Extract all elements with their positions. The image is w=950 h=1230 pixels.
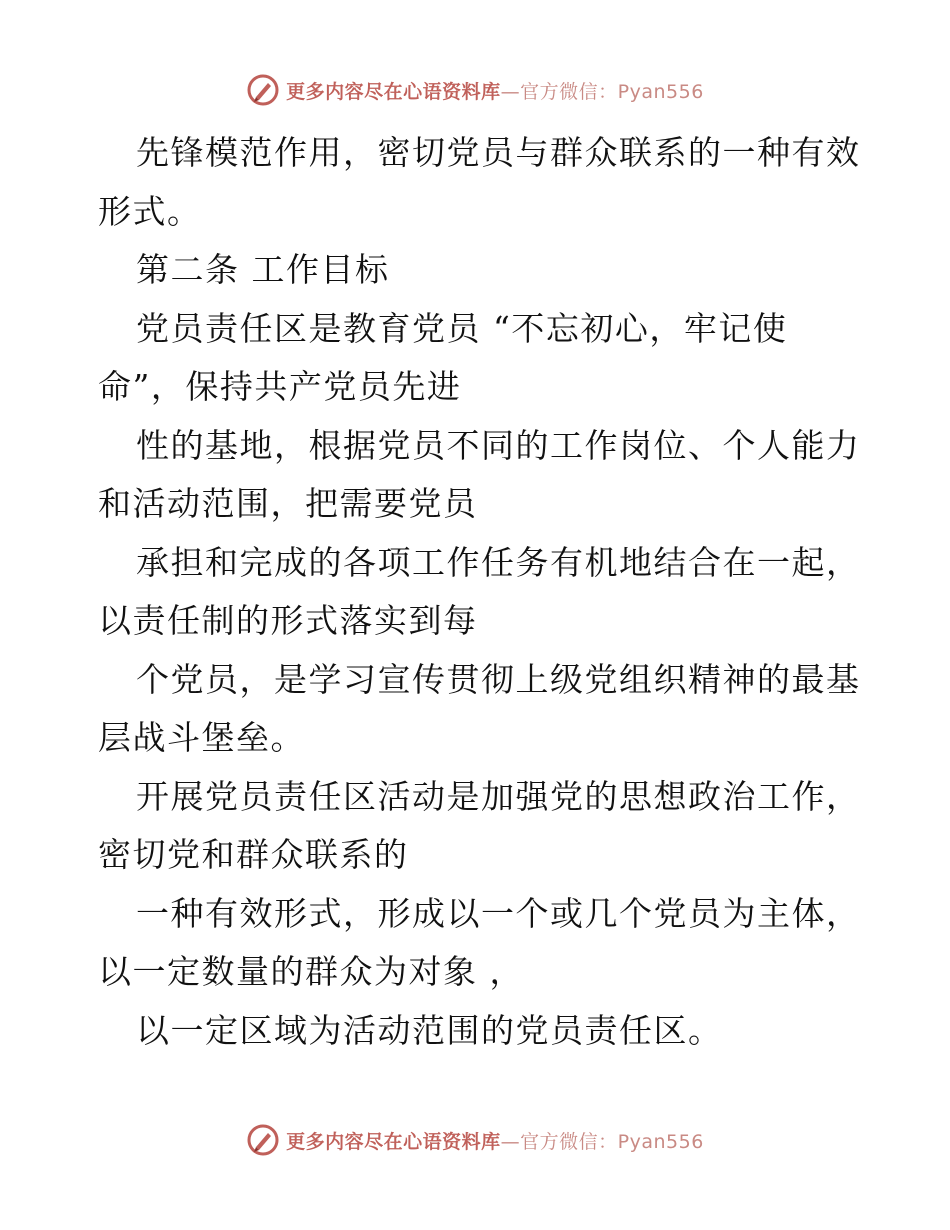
footer-banner-sep: — (500, 1130, 521, 1153)
body-line: 命”，保持共产党员先进 (98, 367, 462, 406)
section-heading: 第二条 工作目标 (136, 250, 390, 289)
body-line: 以一定数量的群众为对象 ， (98, 952, 524, 991)
body-line: 先锋模范作用，密切党员与群众联系的一种有效 (136, 133, 861, 172)
body-line: 性的基地，根据党员不同的工作岗位、个人能力 (136, 425, 861, 465)
body-line: 以一定区域为活动范围的党员责任区。 (136, 1010, 723, 1050)
body-line: 形式。 (98, 191, 202, 231)
body-line: 层战斗堡垒。 (98, 718, 305, 757)
header-banner (0, 70, 950, 110)
header-banner-sep: — (500, 80, 521, 103)
body-line: 一种有效形式，形成以一个或几个党员为主体， (136, 893, 861, 933)
footer-banner (0, 1120, 950, 1160)
body-line: 个党员，是学习宣传贯彻上级党组织精神的最基 (136, 659, 861, 699)
body-line: 党员责任区是教育党员 “不忘初心，牢记使 (136, 308, 788, 348)
header-banner-wechat: 官方微信：Pyan556 (520, 80, 704, 103)
footer-banner-wechat: 官方微信：Pyan556 (520, 1130, 704, 1153)
body-line: 承担和完成的各项工作任务有机地结合在一起， (136, 542, 861, 582)
body-line: 密切党和群众联系的 (98, 835, 409, 874)
pen-logo-icon (246, 1123, 280, 1157)
header-banner-main: 更多内容尽在心语资料库 (286, 80, 501, 103)
footer-banner-main: 更多内容尽在心语资料库 (286, 1130, 501, 1153)
body-line: 以责任制的形式落实到每 (98, 601, 478, 640)
footer-banner-text (286, 1127, 704, 1154)
body-line: 和活动范围，把需要党员 (98, 484, 478, 523)
header-banner-text (286, 77, 704, 104)
body-line: 开展党员责任区活动是加强党的思想政治工作， (136, 776, 861, 816)
pen-logo-icon (246, 73, 280, 107)
document-body (98, 124, 861, 1060)
